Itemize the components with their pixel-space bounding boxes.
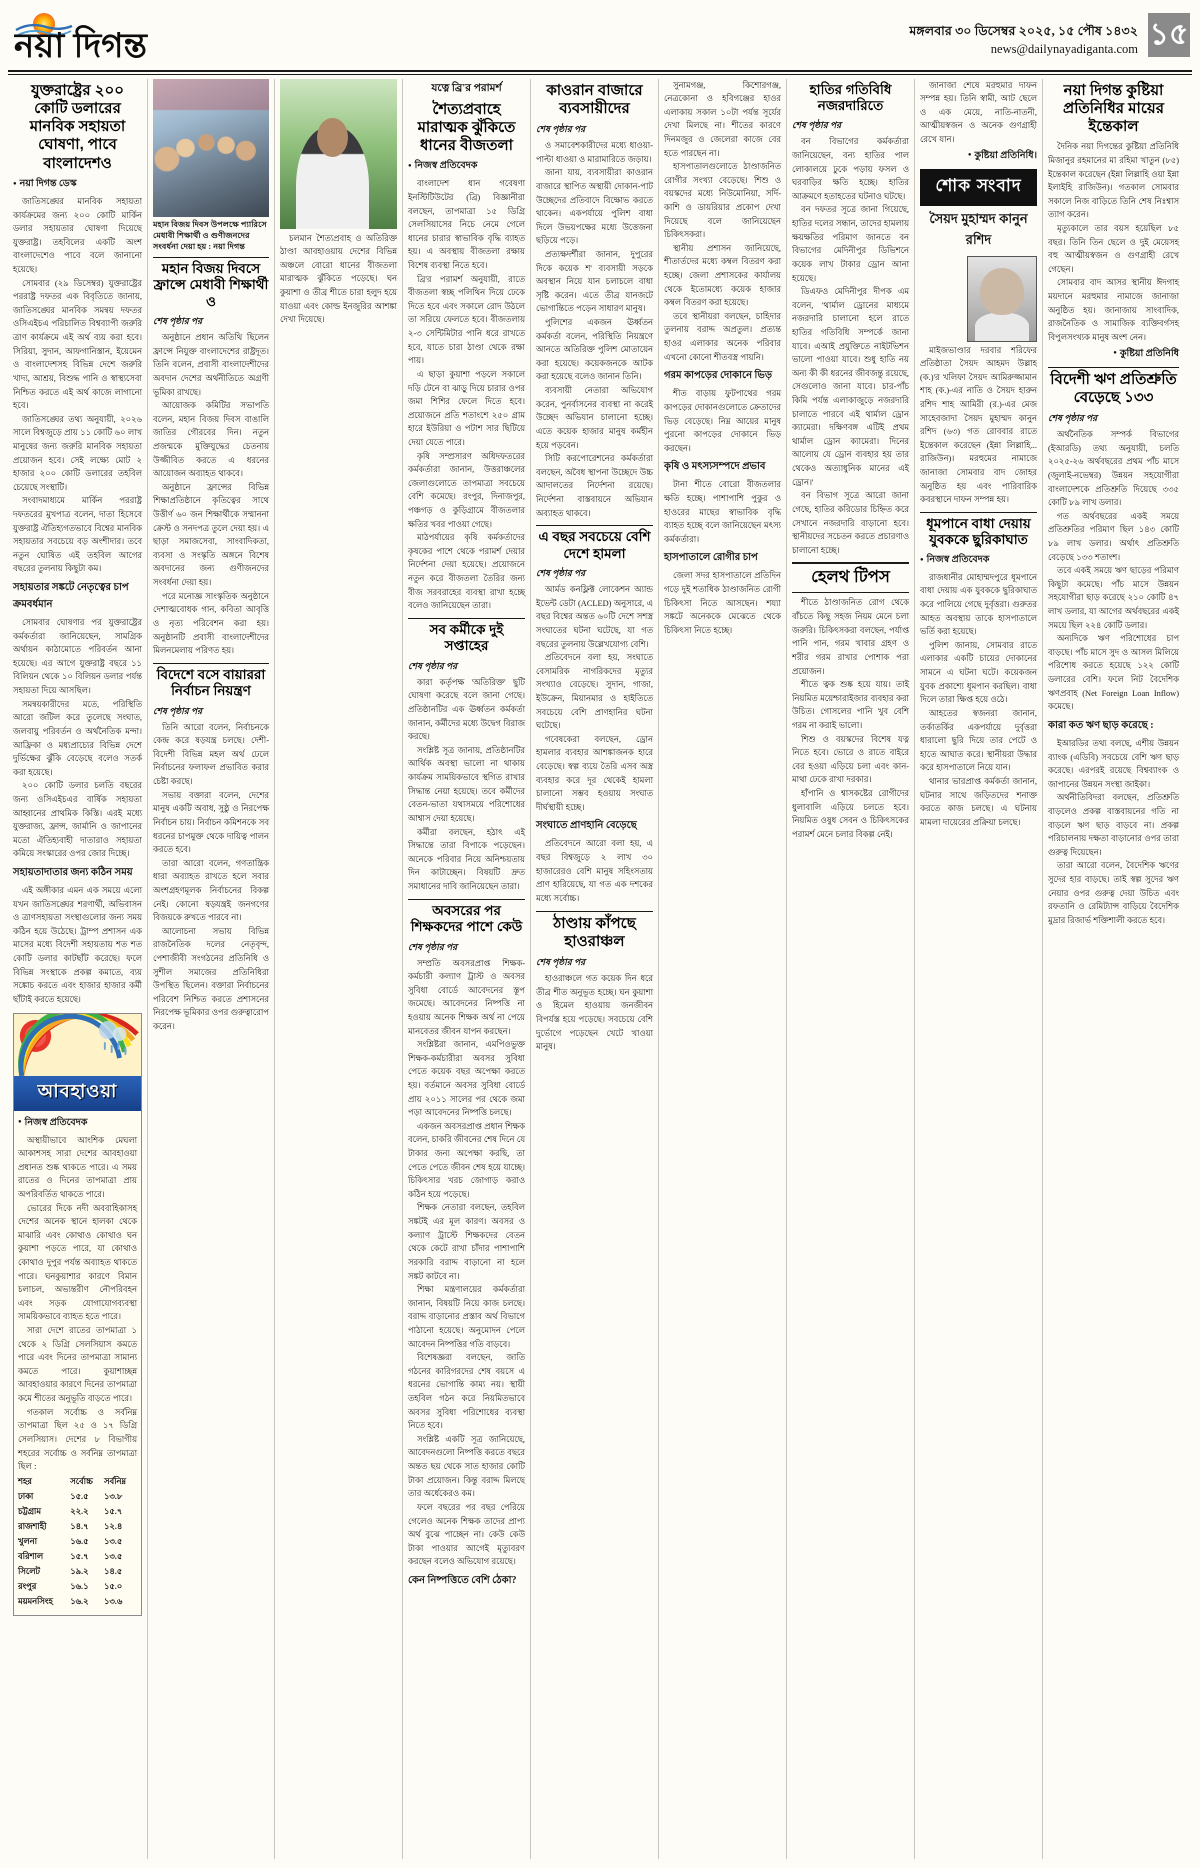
column-2 bbox=[148, 79, 275, 1859]
paragraph: বন দফতর সূত্রে জানা গিয়েছে, হাতির দলের সন্ধান, তাদের হামলায় ক্ষয়ক্ষতির পরিমাণ জানতে বন বিভাগের মেদিনীপুর ডিভিশনে কয়েক লাখ টাকার ড্রোন আনা হয়েছে। bbox=[792, 205, 909, 283]
min-temp: ১৩.৫ bbox=[103, 1552, 123, 1562]
divider bbox=[536, 911, 653, 912]
city-name: রাজশাহী bbox=[18, 1522, 47, 1532]
article-body-us-aid bbox=[13, 195, 142, 576]
paragraph: সোমবার ঘোষণার পর যুক্তরাষ্ট্রের কর্মকর্তারা জানিয়েছেন, সামগ্রিক অর্থায়ন কাঠামোতে পরিবর্তন আনা হয়েছে। এর আগে যুক্তরাষ্ট্র বছরে ১১ বিলিয়ন থেকে ১০ বিলিয়ন ডলার পর্যন্ত সহায়তা দিয়ে আসছিল। bbox=[13, 618, 142, 696]
paragraph: পরে মনোজ্ঞ সাংস্কৃতিক অনুষ্ঠানে দেশাত্মবোধক গান, কবিতা আবৃত্তি ও নৃত্য পরিবেশন করা হয়। অনুষ্ঠানটি প্রবাসী বাংলাদেশীদের মিলনমেলায় পরিণত হয়। bbox=[153, 591, 269, 656]
headline-haor-cold: ঠাণ্ডায় কাঁপছে হাওরাঞ্চল bbox=[553, 914, 636, 950]
column-3 bbox=[275, 79, 403, 1859]
table-row bbox=[18, 1550, 137, 1565]
divider bbox=[792, 592, 909, 593]
article-body-agri bbox=[664, 478, 781, 546]
headline-health-tips: হেলথ টিপস bbox=[811, 568, 890, 587]
table-body bbox=[18, 1490, 137, 1610]
byline-correspondent: ● নিজস্ব প্রতিবেদক bbox=[920, 553, 1037, 568]
article-body-stabbing bbox=[920, 571, 1037, 830]
obituary-block bbox=[920, 255, 1037, 507]
paragraph: গত অর্থবছরের একই সময়ে প্রতিশ্রুতির পরিমাণ ছিল ১৪৩ কোটি ৮৯ লাখ ডলার। অর্থাৎ প্রতিশ্রুতি বেড়েছে ১৩৩ শতাংশ। bbox=[1048, 511, 1179, 562]
headline-most-attacks: এ বছর সবচেয়ে বেশি দেশে হামলা bbox=[538, 529, 651, 561]
paragraph: তিনি আরো বলেন, নির্বাচনকে কেন্দ্র করে ষড়যন্ত্র চলছে। দেশী-বিদেশী বিভিন্ন মহল অর্থ ঢেলে নির্বাচনের ফলাফল প্রভাবিত করার চেষ্টা করছে। bbox=[153, 722, 269, 787]
svg-text:নয়া দিগন্ত: নয়া দিগন্ত bbox=[14, 27, 147, 62]
article-body-france bbox=[153, 331, 269, 658]
temperature-table bbox=[18, 1474, 137, 1610]
paragraph: গবেষকেরা বলছেন, ড্রোন হামলার ব্যবহার আশঙ্কাজনক হারে বেড়েছে। স্বল্প ব্যয়ে তৈরি এসব অস্ত্র ব্যবহার করে দূর থেকেই হামলা চালানো সম্ভব হওয়ায় সংঘাত দীর্ঘস্থায়ী হচ্ছে। bbox=[536, 734, 653, 812]
paragraph: গতকাল সর্বোচ্চ ও সর্বনিম্ন তাপমাত্রা ছিল ২৫ ও ১৭ ডিগ্রি সেলসিয়াস। দেশের ৮ বিভাগীয় শহরের সর্বোচ্চ ও সর্বনিম্ন তাপমাত্রা ছিল : bbox=[18, 1407, 137, 1472]
max-temp: ২২.২ bbox=[70, 1507, 89, 1517]
article-body-haor bbox=[536, 972, 653, 1054]
paragraph: একজন অবসরপ্রাপ্ত প্রধান শিক্ষক বলেন, চাকরি জীবনের শেষ দিনে যে টাকার জন্য অপেক্ষা করছি, তা পেতে পেতে জীবন শেষ হয়ে যাচ্ছে। চিকিৎসার খরচ জোগাড় করাও কঠিন হয়ে পড়েছে। bbox=[408, 1121, 526, 1199]
photo-award-ceremony bbox=[153, 79, 269, 217]
paragraph: এই অঙ্গীকার এমন এক সময়ে এলো যখন জাতিসঙ্ঘের শরণার্থী, অভিবাসন ও ত্রাণসহায়তা সংস্থাগুলোর জন্য সময় কঠিন হয়ে উঠেছে। ট্রাম্প প্রশাসন এক মাসের মধ্যে বিদেশী সহায়তায় শত শত কোটি ডলার কাটছাঁট করেছে। ফলে বিভিন্ন সংস্থাকে প্রকল্প কমাতে, ব্যয় সঙ্কোচ করতে এবং হাজার হাজার কর্মী ছাঁটাই করতে হয়েছে। bbox=[13, 886, 142, 1004]
paragraph: সংশ্লিষ্ট সূত্র জানায়, প্রতিষ্ঠানটির আর্থিক অবস্থা ভালো না থাকায় কার্যক্রম সাময়িকভাবে স্থগিত রাখার সিদ্ধান্ত নেয়া হয়েছে। তবে কর্মীদের বেতন-ভাতা যথাসময়ে পরিশোধের আশ্বাস দেয়া হয়েছে। bbox=[408, 745, 525, 823]
subheading: গরম কাপড়ের দোকানে ভিড় bbox=[664, 370, 772, 382]
article-body-health bbox=[792, 596, 909, 841]
paragraph: শিক্ষা মন্ত্রণালয়ের কর্মকর্তারা জানান, বিষয়টি নিয়ে কাজ চলছে। বরাদ্দ বাড়ানোর প্রস্তাব অর্থ বিভাগে পাঠানো হয়েছে। অনুমোদন পেলে আবেদন নিষ্পত্তির গতি বাড়বে। bbox=[408, 1285, 525, 1349]
paragraph: এ ছাড়া কুয়াশা পড়লে সকালে দড়ি টেনে বা ঝাড়ু দিয়ে চারার ওপর জমা শিশির ফেলে দিতে হবে। প্রয়োজনে প্রতি শতাংশে ২৫০ গ্রাম হারে ইউরিয়া ও পটাশ সার ছিটিয়ে দেয়া যেতে পারে। bbox=[408, 369, 525, 447]
paragraph: আয়োজক কমিটির সভাপতি বলেন, মহান বিজয় দিবস বাঙালি জাতির গৌরবের দিন। নতুন প্রজন্মকে মুক্তিযুদ্ধের চেতনায় উজ্জীবিত করতে এ ধরনের আয়োজন অব্যাহত থাকবে। bbox=[153, 401, 269, 479]
paragraph: ইআরডির তথ্য বলছে, এশীয় উন্নয়ন ব্যাংক (এডিবি) সবচেয়ে বেশি ঋণ ছাড় করেছে। এরপরই রয়েছে বিশ্বব্যাংক ও জাপানের উন্নয়ন সংস্থা জাইকা। bbox=[1048, 738, 1179, 789]
paragraph: হাওরাঞ্চলে গত কয়েক দিন ধরে তীব্র শীত অনুভূত হচ্ছে। ঘন কুয়াশা ও হিমেল হাওয়ায় জনজীবন বিপর্যস্ত হয়ে পড়েছে। সবচেয়ে বেশি দুর্ভোগে পড়েছেন খেটে খাওয়া মানুষ। bbox=[536, 974, 653, 1052]
obituary-portrait-photo bbox=[967, 256, 1037, 342]
paragraph: অন্যদিকে ঋণ পরিশোধের চাপ বাড়ছে। পাঁচ মাসে সুদ ও আসল মিলিয়ে পরিশোধ করতে হয়েছে ১২২ কোটি ডলারের বেশি। ফলে নিট বৈদেশিক ঋণপ্রবাহ (Net Foreign Loan Inflow) কমেছে। bbox=[1048, 634, 1179, 712]
jump-line: শেষ পৃষ্ঠার পর bbox=[408, 660, 458, 671]
min-temp: ১২.৪ bbox=[103, 1522, 123, 1532]
credit-line: ● কুষ্টিয়া প্রতিনিধি bbox=[1048, 347, 1179, 362]
min-temp: ১৩.৮ bbox=[103, 1492, 123, 1502]
divider bbox=[792, 562, 909, 564]
headline-france-victory-day: মহান বিজয় দিবসে ফ্রান্সে মেধাবী শিক্ষার্থী ও bbox=[153, 260, 269, 309]
paragraph: আর্মড কনফ্লিক্ট লোকেশন অ্যান্ড ইভেন্ট ডেটা (ACLED) অনুসারে, এ বছর বিশ্বের অন্তত ৬০টি দেশে সশস্ত্র সংঘাতের ঘটনা ঘটেছে, যা গত বছরের তুলনায় উল্লেখযোগ্য বেশি। bbox=[536, 585, 653, 649]
paragraph: প্রতিবেদনে আরো বলা হয়, এ বছর বিশ্বজুড়ে ২ লাখ ৩০ হাজারেরও বেশি মানুষ সহিংসতায় প্রাণ হারিয়েছে, যা গত এক দশকের মধ্যে সর্বোচ্চ। bbox=[536, 839, 653, 903]
paragraph: কর্মীরা বলছেন, হঠাৎ এই সিদ্ধান্তে তারা বিপাকে পড়েছেন। অনেকে পরিবার নিয়ে অনিশ্চয়তায় দিন কাটাচ্ছেন। বিষয়টি দ্রুত সমাধানের দাবি জানিয়েছেন তারা। bbox=[408, 827, 525, 891]
paragraph: মৃত্যুকালে তার বয়স হয়েছিল ৮৫ বছর। তিনি তিন ছেলে ও দুই মেয়েসহ বহু আত্মীয়স্বজন ও গুণগ্রাহী রেখে গেছেন। bbox=[1048, 224, 1179, 274]
divider bbox=[1048, 367, 1179, 368]
paragraph: প্রতিবেদনে বলা হয়, সংঘাতে বেসামরিক নাগরিকদের মৃত্যুর সংখ্যাও বেড়েছে। সুদান, গাজা, ইউক্রেন, মিয়ানমার ও হাইতিতে সবচেয়ে বেশি প্রাণহানির ঘটনা ঘটেছে। bbox=[536, 653, 653, 731]
masthead-right bbox=[909, 10, 1192, 58]
article-body-kushtia bbox=[1048, 140, 1179, 344]
paragraph: শিশু ও বয়স্কদের বিশেষ যত্ন নিতে হবে। ভোরে ও রাতে বাইরে বের হওয়া এড়িয়ে চলা এবং কান-মাথা ঢেকে রাখা দরকার। bbox=[792, 734, 909, 785]
paragraph: জানা যায়, ব্যবসায়ীরা কাওরান বাজারে স্থাপিত অস্থায়ী দোকান-পাট উচ্ছেদের প্রতিবাদে বিক্ষোভ করতে থাকেন। একপর্যায়ে পুলিশ বাধা দিলে উভয়পক্ষের মধ্যে উত্তেজনা ছড়িয়ে পড়ে। bbox=[536, 168, 653, 246]
min-temp: ১৩.৬ bbox=[103, 1597, 123, 1607]
subheading: সংঘাতে প্রাণহানি বেড়েছে bbox=[536, 820, 637, 832]
paragraph: জানাজা শেষে মরহুমার দাফন সম্পন্ন হয়। তিনি স্বামী, আট ছেলে ও এক মেয়ে, নাতি-নাতনী, আত্মীয়স্বজন ও অনেক গুণগ্রাহী রেখে যান। bbox=[920, 80, 1037, 144]
max-temp: ১৫.৫ bbox=[70, 1492, 89, 1502]
paragraph: পুলিশের একজন ঊর্ধ্বতন কর্মকর্তা বলেন, পরিস্থিতি নিয়ন্ত্রণে আনতে অতিরিক্ত পুলিশ মোতায়েন করা হয়েছে। কয়েকজনকে আটক করা হয়েছে বলেও জানান তিনি। bbox=[536, 318, 653, 382]
paragraph: দৈনিক নয়া দিগন্তের কুষ্টিয়া প্রতিনিধি মিজানুর রহমানের মা রহিমা খাতুন (৮৫) ইন্তেকাল করেছেন (ইন্না লিল্লাহি ওয়া ইন্না ইলাইহি রাজিউন)। গতকাল সোমবার সকালে নিজ বাড়িতে তিনি শেষ নিঃশ্বাস ত্যাগ করেন। bbox=[1048, 142, 1179, 220]
paragraph: সিটি করপোরেশনের কর্মকর্তারা বলছেন, অবৈধ স্থাপনা উচ্ছেদে উচ্চ আদালতের নির্দেশনা রয়েছে। নির্দেশনা বাস্তবায়নে অভিযান অব্যাহত থাকবে। bbox=[536, 454, 653, 518]
paragraph: ফলে বছরের পর বছর পেরিয়ে গেলেও অনেক শিক্ষক তাদের প্রাপ্য অর্থ বুঝে পাচ্ছেন না। কেউ কেউ টাকা পাওয়ার আগেই মৃত্যুবরণ করছেন বলেও অভিযোগ রয়েছে। bbox=[408, 1502, 525, 1567]
paragraph: বিশেষজ্ঞরা বলছেন, জাতি গঠনের কারিগরদের শেষ বয়সে এ ধরনের ভোগান্তি কাম্য নয়। স্থায়ী তহবিল গঠন করে নিয়মিতভাবে অবসর সুবিধা পরিশোধের ব্যবস্থা নিতে হবে। bbox=[408, 1353, 525, 1431]
article-body-election bbox=[153, 721, 269, 1034]
paragraph: থানার ভারপ্রাপ্ত কর্মকর্তা জানান, ঘটনার সাথে জড়িতদের শনাক্ত করতে কাজ চলছে। এ ঘটনায় মামলা দায়েরের প্রক্রিয়া চলছে। bbox=[920, 776, 1037, 827]
max-temp: ১৫.৭ bbox=[70, 1552, 89, 1562]
paragraph: অনুষ্ঠানে ফ্রান্সের বিভিন্ন শিক্ষাপ্রতিষ্ঠানে কৃতিত্বের সাথে উত্তীর্ণ ৬০ জন শিক্ষার্থীকে সম্মাননা ক্রেস্ট ও সনদপত্র তুলে দেয়া হয়। এ ছাড়া সমাজসেবা, সাংবাদিকতা, ব্যবসা ও সংস্কৃতি অঙ্গনে বিশেষ অবদানের জন্য গুণীজনদের সংবর্ধনা দেয়া হয়। bbox=[153, 482, 269, 588]
jump-line: শেষ পৃষ্ঠার পর bbox=[536, 957, 586, 968]
paragraph: ব্রি'র পরামর্শ অনুযায়ী, রাতে বীজতলা স্বচ্ছ পলিথিন দিয়ে ঢেকে দিতে হবে এবং সকালে রোদ উঠলে তা সরিয়ে ফেলতে হবে। বীজতলায় ২-৩ সেন্টিমিটার পানি ধরে রাখতে হবে, যাতে চারা ঠাণ্ডা থেকে রক্ষা পায়। bbox=[408, 274, 525, 366]
paragraph: বন বিভাগ সূত্রে আরো জানা গেছে, হাতির করিডোর চিহ্নিত করে সেখানে নজরদারি বাড়ানো হবে। স্থানীয়দের সচেতন করতে প্রচারণাও চালানো হচ্ছে। bbox=[792, 491, 909, 555]
headline-elephant-monitoring: হাতির গতিবিধি নজরদারিতে bbox=[809, 81, 892, 113]
divider bbox=[920, 512, 1037, 513]
paragraph: কৃষি সম্প্রসারণ অধিদফতরের কর্মকর্তারা জানান, উত্তরাঞ্চলের জেলাগুলোতে তাপমাত্রা সবচেয়ে বেশি কমেছে। রংপুর, দিনাজপুর, পঞ্চগড় ও কুড়িগ্রামে বীজতলার ক্ষতির খবর পাওয়া গেছে। bbox=[408, 451, 525, 529]
weather-forecast bbox=[18, 1134, 137, 1474]
table-row bbox=[18, 1535, 137, 1550]
weather-artwork bbox=[14, 1014, 141, 1076]
masthead-meta bbox=[909, 22, 1138, 58]
table-head bbox=[18, 1474, 137, 1490]
publication-date: মঙ্গলবার ৩০ ডিসেম্বর ২০২৫, ১৫ পৌষ ১৪৩২ bbox=[909, 24, 1138, 38]
paragraph: তারা আরো বলেন, গণতান্ত্রিক ধারা অব্যাহত রাখতে হলে সবার অংশগ্রহণমূলক নির্বাচনের বিকল্প নেই। কোনো ষড়যন্ত্রই জনগণের বিজয়কে রুখতে পারবে না। bbox=[153, 858, 269, 923]
paragraph: অর্থনীতিবিদরা বলছেন, প্রতিশ্রুতি বাড়লেও প্রকল্প বাস্তবায়নের গতি না বাড়লে ঋণ ছাড় বাড়বে না। প্রকল্প পরিচালনায় দক্ষতা বাড়ানোর ওপর তারা গুরুত্ব দিয়েছেন। bbox=[1048, 793, 1179, 857]
paragraph: কারা কর্তৃপক্ষ 'অতিরিক্ত' ছুটি ঘোষণা করেছে বলে জানা গেছে। প্রতিষ্ঠানটির এক ঊর্ধ্বতন কর্মকর্তা জানান, কর্মীদের মধ্যে উদ্বেগ বিরাজ করছে। bbox=[408, 677, 525, 742]
article-body-haor-continued bbox=[664, 79, 781, 365]
column-5 bbox=[531, 79, 659, 1859]
headline-retired-teachers: অবসরের পর শিক্ষকদের পাশে কেউ bbox=[410, 902, 523, 935]
contact-email: news@dailynayadiganta.com bbox=[990, 42, 1138, 57]
column-8 bbox=[915, 79, 1043, 1859]
jump-line: শেষ পৃষ্ঠার পর bbox=[536, 124, 586, 135]
subheading: কারা কত ঋণ ছাড় করেছে : bbox=[1048, 719, 1154, 731]
paragraph: সুনামগঞ্জ, কিশোরগঞ্জ, নেত্রকোনা ও হবিগঞ্জের হাওর এলাকায় সকাল ১০টা পর্যন্ত সূর্যের দেখা মিলছে না। শীতের কারণে দিনমজুর ও জেলেরা কাজে বের হতে পারছেন না। bbox=[664, 80, 781, 158]
divider bbox=[153, 257, 269, 258]
article-grid bbox=[8, 79, 1192, 1859]
paragraph: হাসপাতালগুলোতে ঠাণ্ডাজনিত রোগীর সংখ্যা বেড়েছে। শিশু ও বয়স্কদের মধ্যে নিউমোনিয়া, সর্দি-কাশি ও ডায়রিয়ার প্রকোপ দেখা দিয়েছে বলে জানিয়েছেন চিকিৎসকরা। bbox=[664, 162, 781, 240]
paragraph: সংশ্লিষ্ট একটি সূত্র জানিয়েছে, আবেদনগুলো নিষ্পত্তি করতে বছরে অন্তত ছয় থেকে সাত হাজার কোটি টাকা প্রয়োজন। কিন্তু বরাদ্দ মিলছে তার অর্ধেকেরও কম। bbox=[408, 1434, 525, 1499]
byline-correspondent: ● নিজস্ব প্রতিবেদক bbox=[408, 159, 525, 174]
paragraph: ডিএফও মেদিনীপুর দীপক এম বলেন, 'থার্মাল ড্রোনের মাধ্যমে নজরদারি চালানো হলে রাতে হাতির গতিবিধি সম্পর্কে জানা যাবে। এআই প্রযুক্তিতে নাইটভিশন ভালো পাওয়া যাবে। শুধু হাতি নয় অন্য কী কী ধরনের জীবজন্তু রয়েছে, সেগুলোও জানা যাবে। চার-পাঁচ কিমি পর্যন্ত এলাকাজুড়ে নজরদারি চালাতে পারবে এই থার্মাল ড্রোন ক্যামেরা। দক্ষিণবঙ্গ এটিই প্রথম থার্মাল ড্রোন ক্যামেরা। দিনের আলোয় যে ড্রোন ব্যবহার হয় তার থেকেও অত্যাধুনিক মানের এই ড্রোন।' bbox=[792, 287, 909, 487]
paragraph: অস্থায়ীভাবে আংশিক মেঘলা আকাশসহ সারা দেশের আবহাওয়া প্রধানত শুষ্ক থাকতে পারে। এ সময় রাতের ও দিনের তাপমাত্রা প্রায় অপরিবর্তিত থাকতে পারে। bbox=[18, 1135, 137, 1199]
paragraph: শিক্ষক নেতারা বলছেন, তহবিল সঙ্কটই এর মূল কারণ। অবসর ও কল্যাণ ট্রাস্টে শিক্ষকদের বেতন থেকে কেটে রাখা চাঁদার পাশাপাশি সরকারি বরাদ্দ বাড়ানো না হলে সঙ্কট কাটবে না। bbox=[408, 1203, 525, 1281]
max-temp: ১৬.১ bbox=[70, 1582, 89, 1592]
paragraph: সভায় বক্তারা বলেন, দেশের মানুষ একটি অবাধ, সুষ্ঠু ও নিরপেক্ষ নির্বাচন চায়। নির্বাচন কমিশনকে সব ধরনের চাপমুক্ত থেকে দায়িত্ব পালন করতে হবে। bbox=[153, 790, 269, 855]
paragraph: বন বিভাগের কর্মকর্তারা জানিয়েছেন, বন্য হাতির পাল লোকালয়ে ঢুকে পড়ায় ফসল ও ঘরবাড়ির ক্ষতি হচ্ছে। হাতির আক্রমণে হতাহতের ঘটনাও ঘটছে। bbox=[792, 137, 909, 201]
article-body-seedbed bbox=[408, 177, 525, 613]
headline-stabbing: ধূমপানে বাধা দেয়ায় যুবককে ছুরিকাঘাত bbox=[926, 515, 1031, 548]
paragraph: বাংলাদেশ ধান গবেষণা ইনস্টিটিউটের (ব্রি) বিজ্ঞানীরা বলছেন, তাপমাত্রা ১৫ ডিগ্রি সেলসিয়াসের নিচে নেমে গেলে ধানের চারার স্বাভাবিক বৃদ্ধি ব্যাহত হয়। এ অবস্থায় বীজতলা রক্ষায় বিশেষ ব্যবস্থা নিতে হবে। bbox=[408, 179, 525, 271]
min-temp: ১৪.৫ bbox=[103, 1567, 123, 1577]
masthead-rule-thick bbox=[8, 70, 1192, 72]
logo-graphic bbox=[14, 10, 204, 62]
headline-us-aid: যুক্তরাষ্ট্রের ২০০ কোটি ডলারের মানবিক সহায়তা ঘোষণা, পাবে বাংলাদেশও bbox=[29, 81, 126, 172]
article-body-attacks-2 bbox=[536, 837, 653, 905]
paragraph: সম্প্রতি অবসরপ্রাপ্ত শিক্ষক-কর্মচারী কল্যাণ ট্রাস্ট ও অবসর সুবিধা বোর্ডে আবেদনের স্তূপ জমেছে। আবেদনের নিষ্পত্তি না হওয়ায় অনেক শিক্ষক অর্থ না পেয়ে মানবেতর জীবন যাপন করছেন। bbox=[408, 958, 525, 1036]
table-row bbox=[18, 1505, 137, 1520]
city-name: বরিশাল bbox=[18, 1552, 44, 1562]
paragraph: সোমবার (২৯ ডিসেম্বর) যুক্তরাষ্ট্রের পররাষ্ট্র দফতর এক বিবৃতিতে জানায়, জাতিসঙ্ঘের মানবিক সমন্বয় দফতর ওসিএইচএ পরিচালিত বিশ্বব্যাপী জরুরি ত্রাণ কার্যক্রমে এই অর্থ ব্যয় করা হবে। সিরিয়া, সুদান, আফগানিস্তান, ইয়েমেন ও বাংলাদেশসহ বিভিন্ন দেশে জরুরি খাদ্য, আশ্রয়, বিশুদ্ধ পানি ও স্বাস্থ্যসেবা নিশ্চিত করতে এই অর্থ কাজে লাগানো হবে। bbox=[13, 278, 142, 411]
headline-kushtia-mother-death: নয়া দিগন্ত কুষ্টিয়া প্রতিনিধির মায়ের ইন্তেকাল bbox=[1063, 81, 1164, 136]
column-6 bbox=[659, 79, 787, 1859]
paragraph: শীতে ত্বক শুষ্ক হয়ে যায়। তাই নিয়মিত ময়েশ্চারাইজার ব্যবহার করা উচিত। গোসলের পানি খুব বেশি গরম না করাই ভালো। bbox=[792, 680, 909, 730]
paragraph: তবে একই সময়ে ঋণ ছাড়ের পরিমাণ কিছুটা কমেছে। পাঁচ মাসে উন্নয়ন সহযোগীরা ছাড় করেছে ২১০ কোটি ৪৭ লাখ ডলার, যা আগের অর্থবছরের একই সময়ে ছিল ২২৪ কোটি ডলার। bbox=[1048, 566, 1179, 630]
jump-line: শেষ পৃষ্ঠার পর bbox=[153, 316, 203, 327]
max-temp: ১৯.২ bbox=[70, 1567, 89, 1577]
paragraph: জাতিসঙ্ঘের মানবিক সহায়তা কার্যক্রমের জন্য ২০০ কোটি মার্কিন ডলার সহায়তার ঘোষণা দিয়েছে যুক্তরাষ্ট্র। তহবিলের একটি অংশ বাংলাদেশেও পাবে বলে জানানো হয়েছে। bbox=[13, 196, 142, 275]
article-body-continued bbox=[13, 616, 142, 861]
paragraph: রাজধানীর মোহাম্মদপুরে ধূমপানে বাধা দেয়ায় এক যুবককে ছুরিকাঘাত করে পালিয়ে গেছে দুর্বৃত্তরা। গুরুতর আহত অবস্থায় তাকে হাসপাতালে ভর্তি করা হয়েছে। bbox=[920, 572, 1037, 637]
paragraph: শীতে ঠাণ্ডাজনিত রোগ থেকে বাঁচতে কিছু সহজ নিয়ম মেনে চলা জরুরি। চিকিৎসকরা বলছেন, পর্যাপ্ত পানি পান, গরম খাবার গ্রহণ ও শরীর গরম রাখার পোশাক পরা প্রয়োজন। bbox=[792, 598, 909, 676]
paragraph: ভোরের দিকে নদী অববাহিকাসহ দেশের অনেক স্থানে হালকা থেকে মাঝারি এবং কোথাও কোথাও ঘন কুয়াশা পড়তে পারে, যা কোথাও কোথাও দুপুর পর্যন্ত অব্যাহত থাকতে পারে। ঘনকুয়াশার কারণে বিমান চলাচল, অভ্যন্তরীণ নৌপরিবহন এবং সড়ক যোগাযোগব্যবস্থা সাময়িকভাবে ব্যাহত হতে পারে। bbox=[18, 1203, 137, 1322]
divider bbox=[408, 899, 525, 900]
divider bbox=[153, 663, 269, 664]
article-body-elephant bbox=[792, 135, 909, 557]
city-name: ঢাকা bbox=[18, 1492, 34, 1502]
photo-official-portrait bbox=[280, 79, 397, 229]
masthead-rule-thin bbox=[8, 74, 1192, 75]
city-name: চট্টগ্রাম bbox=[18, 1507, 41, 1517]
article-body-obituary-lead bbox=[920, 79, 1037, 147]
paragraph: সমন্বয়কারীদের মতে, পরিস্থিতি আরো জটিল করে তুলেছে সংঘাত, জলবায়ু পরিবর্তন ও অর্থনৈতিক মন্দা। আফ্রিকা ও মধ্যপ্রাচ্যের বিভিন্ন দেশে দুর্ভিক্ষের ঝুঁকি বেড়েছে বলেও সতর্ক করা হয়েছে। bbox=[13, 699, 142, 777]
city-name: খুলনা bbox=[18, 1537, 37, 1547]
column-9 bbox=[1043, 79, 1184, 1859]
divider bbox=[408, 618, 525, 619]
photo-caption: মহান বিজয় দিবস উপলক্ষে প্যারিসে মেধাবী শিক্ষার্থী ও গুণীজনদের সংবর্ধনা দেয়া হয় : নয়া দিগন্ত bbox=[153, 219, 267, 251]
obituary-name: সৈয়দ মুহাম্মদ কানুন রশিদ bbox=[929, 210, 1028, 247]
jump-line: শেষ পৃষ্ঠার পর bbox=[153, 705, 203, 716]
paragraph: সংবাদমাধ্যমে মার্কিন পররাষ্ট্র দফতরের মুখপাত্র বলেন, দাতা হিসেবে যুক্তরাষ্ট্র ঐতিহ্যগতভাবে বিশ্বের মানবিক সহায়তার সবচেয়ে বড় অংশীদার। তবে নতুন ঘোষিত এই তহবিল আগের বছরের তুলনায় কিছুটা কম। bbox=[13, 496, 142, 574]
weather-byline: ● নিজস্ব প্রতিবেদক bbox=[18, 1116, 137, 1131]
article-body-clothes bbox=[664, 387, 781, 455]
jump-line: শেষ পৃষ্ঠার পর bbox=[1048, 413, 1098, 424]
article-body-loan bbox=[1048, 428, 1179, 714]
subheading: সহায়তাদাতার জন্য কঠিন সময় bbox=[13, 867, 133, 879]
paragraph: মাইজভাণ্ডার দরবার শরিফের প্রতিষ্ঠাতা সৈয়দ আহমদ উল্লাহ (ক.)'র খলিফা সৈয়দ আমিরুজ্জামান শাহ (ক.)-এর নাতি ও সৈয়দ হারুন রশিদ শাহ আমিরী (র.)-এর মেজ সাহেবজাদা সৈয়দ মুহাম্মদ কানুন রশিদ (৬৩) গত রোববার রাতে ইন্তেকাল করেছেন (ইন্না লিল্লাহি... রাজিউন)। মরহুমের নামাজে জানাজা সোমবার বাদ জোহর অনুষ্ঠিত হয় এবং পারিবারিক কবরস্থানে দাফন সম্পন্ন হয়। bbox=[920, 345, 1037, 505]
subheading: কেন নিষ্পত্তিতে বেশি ঠেকা? bbox=[408, 1574, 517, 1586]
weather-body bbox=[14, 1111, 141, 1615]
paragraph: পুলিশ জানায়, সোমবার রাতে এলাকার একটি চায়ের দোকানের সামনে এ ঘটনা ঘটে। কয়েকজন যুবক প্রকাশ্যে ধূমপান করছিল। বাধা দিলে তারা ক্ষিপ্ত হয়ে ওঠে। bbox=[920, 640, 1037, 705]
article-body-teachers bbox=[408, 957, 525, 1569]
city-name: রংপুর bbox=[18, 1582, 37, 1592]
paragraph: আলোচনা সভায় বিভিন্ন রাজনৈতিক দলের নেতৃবৃন্দ, পেশাজীবী সংগঠনের প্রতিনিধি ও সুশীল সমাজের প্রতিনিধিরা উপস্থিত ছিলেন। বক্তারা নির্বাচনের পরিবেশ নিশ্চিত করতে প্রশাসনের নিরপেক্ষ ভূমিকার ওপর গুরুত্বারোপ করেন। bbox=[153, 926, 269, 1032]
min-temp: ১৫.০ bbox=[103, 1582, 123, 1592]
table-row bbox=[18, 1580, 137, 1595]
jump-line: শেষ পৃষ্ঠার পর bbox=[536, 568, 586, 579]
max-temp: ১৬.৫ bbox=[70, 1537, 89, 1547]
article-body-leave bbox=[408, 676, 525, 894]
headline-two-week-leave: সব কর্মীকে দুই সপ্তাহের bbox=[429, 621, 504, 654]
kicker-bri-advice: যত্নে ব্রি'র পরামর্শ bbox=[431, 82, 502, 94]
min-temp: ১৫.৭ bbox=[103, 1507, 123, 1517]
credit-line: ● কুষ্টিয়া প্রতিনিধি। bbox=[920, 149, 1037, 164]
article-body-karwan bbox=[536, 139, 653, 520]
seedbed-lead bbox=[280, 232, 397, 327]
min-temp: ১৩.৫ bbox=[103, 1537, 123, 1547]
headline-karwan-bazar: কাওরান বাজারে ব্যবসায়ীদের bbox=[546, 81, 643, 117]
weather-box bbox=[13, 1013, 142, 1616]
paragraph: ২০০ কোটি ডলার চলতি বছরের জন্য ওসিএইচএর বার্ষিক সহায়তা আহ্বানের প্রাথমিক কিস্তি। এরই মধ্যে যুক্তরাজ্য, ফ্রান্স, জার্মানি ও জাপানের মতো ঐতিহ্যবাহী দাতারাও সহায়তা কমিয়ে সংস্কারের ওপর জোর দিচ্ছে। bbox=[13, 781, 142, 859]
headline-cold-wave-seedbed: শৈত্যপ্রবাহে মারাত্মক ঝুঁকিতে ধানের বীজতলা bbox=[417, 100, 516, 155]
paragraph: হাঁপানি ও শ্বাসকষ্টের রোগীদের ধুলাবালি এড়িয়ে চলতে হবে। নিয়মিত ওষুধ সেবন ও চিকিৎসকের পরামর্শ মেনে চলার বিকল্প নেই। bbox=[792, 788, 909, 839]
city-name: ময়মনসিংহ bbox=[18, 1597, 53, 1607]
column-4 bbox=[403, 79, 531, 1859]
paragraph: তারা আরো বলেন, বৈদেশিক ঋণের সুদের হার বাড়ছে। তাই স্বল্প সুদের ঋণ নেয়ার ওপর গুরুত্ব দেয়া উচিত এবং রফতানি ও রেমিট্যান্স বাড়িয়ে বৈদেশিক মুদ্রার রিজার্ভ শক্তিশালী করতে হবে। bbox=[1048, 861, 1179, 925]
paragraph: সোমবার বাদ আসর স্থানীয় ঈদগাহ ময়দানে মরহুমার নামাজে জানাজা অনুষ্ঠিত হয়। জানাজায় সাংবাদিক, রাজনৈতিক ও সামাজিক ব্যক্তিবর্গসহ বিপুলসংখ্যক মানুষ অংশ নেন। bbox=[1048, 278, 1179, 342]
article-body-attacks bbox=[536, 583, 653, 814]
paragraph: মাঠপর্যায়ের কৃষি কর্মকর্তাদের কৃষকের পাশে থেকে পরামর্শ দেয়ার নির্দেশনা দেয়া হয়েছে। প্রয়োজনে নতুন করে বীজতলা তৈরির জন্য বীজ সরবরাহের ব্যবস্থা রাখা হচ্ছে বলেও জানিয়েছেন তারা। bbox=[408, 533, 525, 611]
column-7 bbox=[787, 79, 915, 1859]
table-row bbox=[18, 1595, 137, 1610]
paragraph: অর্থনৈতিক সম্পর্ক বিভাগের (ইআরডি) তথ্য অনুযায়ী, চলতি ২০২৫-২৬ অর্থবছরের প্রথম পাঁচ মাসে (জুলাই-নভেম্বর) উন্নয়ন সহযোগীরা বাংলাদেশকে প্রতিশ্রুতি দিয়েছে ৩৩৫ কোটি ৮৯ লাখ ডলার। bbox=[1048, 430, 1179, 508]
weather-title: আবহাওয়া bbox=[14, 1076, 141, 1111]
jump-line: শেষ পৃষ্ঠার পর bbox=[408, 941, 458, 952]
city-name: সিলেট bbox=[18, 1567, 40, 1577]
paragraph: তবে স্থানীয়রা বলছেন, চাহিদার তুলনায় বরাদ্দ অপ্রতুল। প্রত্যন্ত হাওর এলাকার অনেক পরিবার এখনো কোনো শীতবস্ত্র পায়নি। bbox=[664, 311, 781, 362]
paragraph: প্রত্যক্ষদর্শীরা জানান, দুপুরের দিকে কয়েক শ' ব্যবসায়ী সড়কে অবস্থান নিয়ে যান চলাচলে বাধা সৃষ্টি করেন। এতে তীব্র যানজটে ভোগান্তিতে পড়েন সাধারণ মানুষ। bbox=[536, 249, 653, 314]
article-body-loan-2 bbox=[1048, 737, 1179, 928]
subheading: হাসপাতালে রোগীর চাপ bbox=[664, 552, 758, 564]
divider bbox=[536, 525, 653, 526]
col-city: শহর bbox=[18, 1476, 32, 1486]
headline-foreign-loan: বিদেশী ঋণ প্রতিশ্রুতি বেড়েছে ১৩৩ bbox=[1050, 370, 1177, 406]
headline-election-control: বিদেশে বসে বায়াররা নির্বাচন নিয়ন্ত্রণ bbox=[156, 666, 266, 699]
paragraph: শীত বাড়ায় ফুটপাথের গরম কাপড়ের দোকানগুলোতে ক্রেতাদের ভিড় বেড়েছে। নিম্ন আয়ের মানুষ পুরনো কাপড়ের দোকানে ভিড় করছেন। bbox=[664, 389, 781, 453]
col-max: সর্বোচ্চ bbox=[70, 1476, 93, 1486]
column-1 bbox=[8, 79, 148, 1859]
byline-desk: ● নয়া দিগন্ত ডেস্ক bbox=[13, 177, 142, 192]
paragraph: ব্যবসায়ী নেতারা অভিযোগ করেন, পুনর্বাসনের ব্যবস্থা না করেই উচ্ছেদ অভিযান চালানো হচ্ছে। এতে কয়েক হাজার মানুষ কর্মহীন হয়ে পড়বেন। bbox=[536, 386, 653, 450]
table-row bbox=[18, 1565, 137, 1580]
paragraph: জাতিসঙ্ঘের তথ্য অনুযায়ী, ২০২৬ সালে বিশ্বজুড়ে প্রায় ১১ কোটি ৬০ লাখ মানুষের জন্য জরুরি মানবিক সহায়তা প্রয়োজন হবে। সেই লক্ষ্যে মোট ২ হাজার ২০০ কোটি ডলারের তহবিল চেয়েছে সংস্থাটি। bbox=[13, 414, 142, 492]
paragraph: অনুষ্ঠানে প্রধান অতিথি ছিলেন ফ্রান্সে নিযুক্ত বাংলাদেশের রাষ্ট্রদূত। তিনি বলেন, প্রবাসী বাংলাদেশীদের অবদান দেশের অর্থনীতিতে অগ্রণী ভূমিকা রাখছে। bbox=[153, 333, 269, 397]
article-body-continued-2 bbox=[13, 884, 142, 1006]
paragraph: টানা শীতে বোরো বীজতলার ক্ষতি হচ্ছে। পাশাপাশি পুকুর ও হাওরের মাছের স্বাভাবিক বৃদ্ধি ব্যাহত হচ্ছে বলে জানিয়েছেন মৎস্য কর্মকর্তারা। bbox=[664, 480, 781, 544]
paragraph: সংশ্লিষ্টরা জানান, এমপিওভুক্ত শিক্ষক-কর্মচারীরা অবসর সুবিধা পেতে কয়েক বছর অপেক্ষা করতে হয়। বর্তমানে অবসর সুবিধা বোর্ডে প্রায় ২০১১ সালের পর থেকে জমা পড়া আবেদনের নিষ্পত্তি চলছে। bbox=[408, 1040, 525, 1118]
rainbow-icon bbox=[14, 1014, 141, 1076]
jump-line: শেষ পৃষ্ঠার পর bbox=[792, 120, 842, 131]
table-row bbox=[18, 1490, 137, 1505]
table-header-row bbox=[18, 1474, 137, 1490]
newspaper-logo bbox=[8, 10, 204, 62]
paragraph: সারা দেশে রাতের তাপমাত্রা ১ থেকে ২ ডিগ্রি সেলসিয়াস কমতে পারে এবং দিনের তাপমাত্রা সামান্য কমতে পারে। কুয়াশাচ্ছন্ন আবহাওয়ার কারণে দিনের তাপমাত্রা কমে শীতের অনুভূতি বাড়তে পারে। bbox=[18, 1326, 137, 1404]
max-temp: ১৬.২ bbox=[70, 1597, 89, 1607]
masthead bbox=[8, 10, 1192, 68]
page-number: ১৫ bbox=[1148, 13, 1190, 57]
obituary-section-band: শোক সংবাদ bbox=[920, 169, 1037, 206]
paragraph: ও সমাবেশকারীদের মধ্যে ধাওয়া-পাল্টা ধাওয়া ও মারামারিতে জড়ায়। bbox=[536, 141, 653, 164]
col-min: সর্বনিম্ন bbox=[103, 1476, 126, 1486]
paragraph: স্থানীয় প্রশাসন জানিয়েছে, শীতার্তদের মধ্যে কম্বল বিতরণ করা হচ্ছে। জেলা প্রশাসকের কার্যালয় থেকে ইতোমধ্যে কয়েক হাজার কম্বল বিতরণ করা হয়েছে। bbox=[664, 243, 781, 308]
subheading: কৃষি ও মৎস্যসম্পদে প্রভাব bbox=[664, 461, 766, 473]
article-body-hospital bbox=[664, 569, 781, 637]
subheading: সহায়তার সঙ্কটে নেতৃত্বের চাপ ক্রমবর্ধমান bbox=[13, 582, 129, 611]
paragraph: চলমান শৈত্যপ্রবাহ ও অতিরিক্ত ঠাণ্ডা আবহাওয়ায় দেশের বিভিন্ন অঞ্চলে বোরো ধানের বীজতলা মারাত্মক ঝুঁকিতে পড়েছে। ঘন কুয়াশা ও তীব্র শীতে চারা হলুদ হয়ে যাওয়া এবং কোল্ড ইনজুরির আশঙ্কা দেখা দিয়েছে। bbox=[280, 233, 397, 325]
max-temp: ১৪.৭ bbox=[70, 1522, 89, 1532]
table-row bbox=[18, 1520, 137, 1535]
paragraph: জেলা সদর হাসপাতালে প্রতিদিন গড়ে দুই শতাধিক ঠাণ্ডাজনিত রোগী চিকিৎসা নিতে আসছেন। শয্যা সঙ্কটে অনেককে মেঝেতে থেকে চিকিৎসা নিতে হচ্ছে। bbox=[664, 571, 781, 635]
paragraph: আহতের স্বজনরা জানান, তর্কাতর্কির একপর্যায়ে দুর্বৃত্তরা ধারালো ছুরি দিয়ে তার পেটে ও হাতে আঘাত করে। স্থানীয়রা উদ্ধার করে হাসপাতালে নিয়ে যান। bbox=[920, 708, 1037, 773]
